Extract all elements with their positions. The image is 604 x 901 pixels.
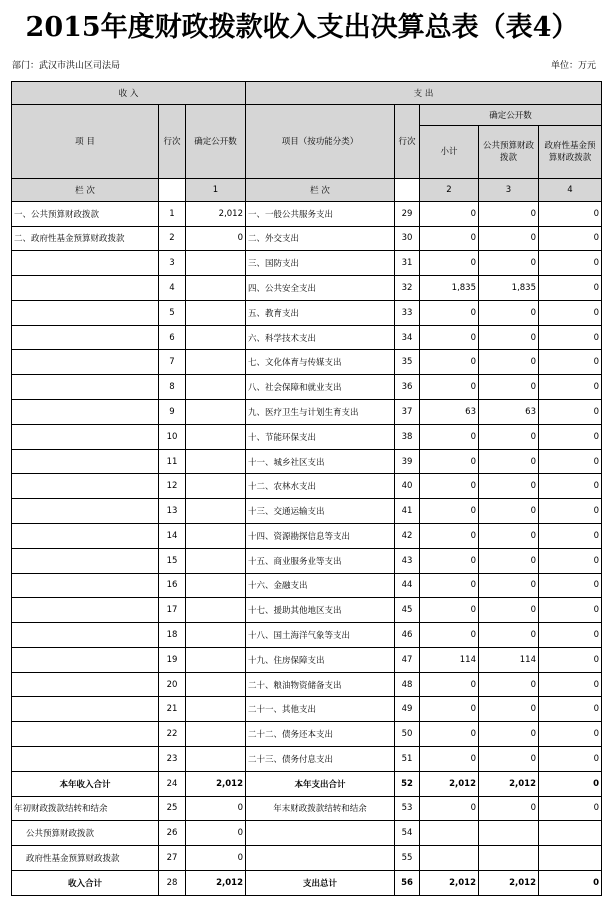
table-row xyxy=(12,400,602,425)
income-amount xyxy=(186,499,246,524)
expense-row-no: 36 xyxy=(395,375,420,400)
income-item xyxy=(12,474,159,499)
income-amount xyxy=(186,573,246,598)
expense-subtotal: 114 xyxy=(420,647,479,672)
total-row xyxy=(12,870,602,895)
budget-grant-header: 公共预算财政拨款 xyxy=(479,126,539,179)
total-expense-subtotal xyxy=(420,846,479,871)
income-row-no: 9 xyxy=(159,400,186,425)
income-amount xyxy=(186,523,246,548)
income-row-no: 22 xyxy=(159,722,186,747)
income-amount xyxy=(186,474,246,499)
expense-row-no: 40 xyxy=(395,474,420,499)
expense-row-no: 41 xyxy=(395,499,420,524)
expense-item: 二十二、债务还本支出 xyxy=(246,722,395,747)
income-item xyxy=(12,400,159,425)
table-row xyxy=(12,672,602,697)
section-header-row xyxy=(12,82,602,105)
expense-subtotal: 0 xyxy=(420,697,479,722)
income-item xyxy=(12,672,159,697)
total-income-row-no: 25 xyxy=(159,796,186,821)
income-item xyxy=(12,548,159,573)
total-expense-fund-grant xyxy=(539,821,602,846)
table-row xyxy=(12,523,602,548)
income-row-no: 10 xyxy=(159,424,186,449)
expense-fund-grant: 0 xyxy=(539,251,602,276)
total-expense-row-no: 55 xyxy=(395,846,420,871)
income-item xyxy=(12,647,159,672)
expense-budget-grant: 0 xyxy=(479,598,539,623)
expense-budget-grant: 0 xyxy=(479,697,539,722)
expense-item: 四、公共安全支出 xyxy=(246,276,395,301)
income-item xyxy=(12,449,159,474)
col-label: 栏 次 xyxy=(12,179,159,202)
expense-section-header: 支 出 xyxy=(246,82,602,105)
income-amount xyxy=(186,647,246,672)
expense-fund-grant: 0 xyxy=(539,300,602,325)
total-income-label: 收入合计 xyxy=(12,870,159,895)
expense-subtotal: 0 xyxy=(420,672,479,697)
expense-budget-grant: 63 xyxy=(479,400,539,425)
income-item xyxy=(12,251,159,276)
table-row xyxy=(12,201,602,226)
table-row xyxy=(12,573,602,598)
income-row-no: 17 xyxy=(159,598,186,623)
table-row xyxy=(12,499,602,524)
expense-row-no: 43 xyxy=(395,548,420,573)
expense-budget-grant: 0 xyxy=(479,672,539,697)
row-no2-header: 行次 xyxy=(395,104,420,178)
expense-budget-grant: 0 xyxy=(479,474,539,499)
expense-budget-grant: 0 xyxy=(479,350,539,375)
income-item: 一、公共预算财政拨款 xyxy=(12,201,159,226)
expense-budget-grant: 0 xyxy=(479,424,539,449)
expense-fund-grant: 0 xyxy=(539,449,602,474)
expense-subtotal: 1,835 xyxy=(420,276,479,301)
income-row-no: 11 xyxy=(159,449,186,474)
expense-budget-grant: 0 xyxy=(479,325,539,350)
income-section-header: 收 入 xyxy=(12,82,246,105)
expense-row-no: 48 xyxy=(395,672,420,697)
income-item xyxy=(12,623,159,648)
income-amount: 0 xyxy=(186,226,246,251)
expense-fund-grant: 0 xyxy=(539,697,602,722)
expense-fund-grant: 0 xyxy=(539,722,602,747)
expense-row-no: 44 xyxy=(395,573,420,598)
total-income-row-no: 26 xyxy=(159,821,186,846)
income-row-no: 4 xyxy=(159,276,186,301)
expense-row-no: 29 xyxy=(395,201,420,226)
fund-grant-header: 政府性基金预算财政拨款 xyxy=(539,126,602,179)
expense-item: 二十三、债务付息支出 xyxy=(246,746,395,771)
column-index-row xyxy=(12,179,602,202)
expense-subtotal: 0 xyxy=(420,548,479,573)
expense-subtotal: 0 xyxy=(420,201,479,226)
expense-item: 五、教育支出 xyxy=(246,300,395,325)
table-row xyxy=(12,598,602,623)
total-expense-row-no: 56 xyxy=(395,870,420,895)
total-expense-budget-grant: 2,012 xyxy=(479,771,539,796)
total-expense-subtotal: 2,012 xyxy=(420,870,479,895)
expense-row-no: 47 xyxy=(395,647,420,672)
total-income-amount: 2,012 xyxy=(186,870,246,895)
expense-budget-grant: 0 xyxy=(479,449,539,474)
income-row-no: 21 xyxy=(159,697,186,722)
expense-fund-grant: 0 xyxy=(539,746,602,771)
expense-budget-grant: 114 xyxy=(479,647,539,672)
expense-row-no: 30 xyxy=(395,226,420,251)
expense-row-no: 51 xyxy=(395,746,420,771)
income-amount xyxy=(186,251,246,276)
income-amount xyxy=(186,697,246,722)
expense-fund-grant: 0 xyxy=(539,325,602,350)
expense-subtotal: 0 xyxy=(420,523,479,548)
total-expense-row-no: 52 xyxy=(395,771,420,796)
income-item xyxy=(12,573,159,598)
expense-fund-grant: 0 xyxy=(539,672,602,697)
expense-subtotal: 0 xyxy=(420,325,479,350)
budget-table xyxy=(11,81,602,896)
table-row xyxy=(12,226,602,251)
income-item xyxy=(12,300,159,325)
expense-row-no: 33 xyxy=(395,300,420,325)
table-row xyxy=(12,350,602,375)
total-row xyxy=(12,821,602,846)
total-income-amount: 0 xyxy=(186,821,246,846)
income-row-no: 1 xyxy=(159,201,186,226)
expense-fund-grant: 0 xyxy=(539,474,602,499)
income-amount xyxy=(186,350,246,375)
approved-group-header: 确定公开数 xyxy=(420,104,602,126)
expense-item: 十、节能环保支出 xyxy=(246,424,395,449)
income-item xyxy=(12,325,159,350)
table-row xyxy=(12,746,602,771)
income-amount xyxy=(186,325,246,350)
income-row-no: 20 xyxy=(159,672,186,697)
expense-subtotal: 0 xyxy=(420,499,479,524)
total-income-amount: 2,012 xyxy=(186,771,246,796)
table-row xyxy=(12,449,602,474)
expense-subtotal: 0 xyxy=(420,573,479,598)
report-title: 2015年度财政拨款收入支出决算总表（表4） xyxy=(25,12,579,43)
expense-item: 十七、援助其他地区支出 xyxy=(246,598,395,623)
expense-fund-grant: 0 xyxy=(539,573,602,598)
expense-budget-grant: 0 xyxy=(479,226,539,251)
income-item xyxy=(12,598,159,623)
total-expense-budget-grant xyxy=(479,821,539,846)
income-item xyxy=(12,499,159,524)
table-row xyxy=(12,623,602,648)
row-no-header: 行次 xyxy=(159,104,186,178)
expense-row-no: 34 xyxy=(395,325,420,350)
expense-row-no: 31 xyxy=(395,251,420,276)
income-item xyxy=(12,276,159,301)
col-index-3: 3 xyxy=(479,179,539,202)
col-index-2: 2 xyxy=(420,179,479,202)
total-expense-label: 支出总计 xyxy=(246,870,395,895)
expense-fund-grant: 0 xyxy=(539,598,602,623)
expense-fund-grant: 0 xyxy=(539,499,602,524)
expense-item: 十五、商业服务业等支出 xyxy=(246,548,395,573)
table-row xyxy=(12,647,602,672)
expense-budget-grant: 0 xyxy=(479,523,539,548)
table-row xyxy=(12,548,602,573)
total-row xyxy=(12,846,602,871)
approved-income-header: 确定公开数 xyxy=(186,104,246,178)
income-amount xyxy=(186,623,246,648)
total-income-row-no: 28 xyxy=(159,870,186,895)
total-expense-label: 本年支出合计 xyxy=(246,771,395,796)
income-row-no: 15 xyxy=(159,548,186,573)
expense-item: 九、医疗卫生与计划生育支出 xyxy=(246,400,395,425)
expense-subtotal: 0 xyxy=(420,350,479,375)
expense-row-no: 49 xyxy=(395,697,420,722)
expense-item: 八、社会保障和就业支出 xyxy=(246,375,395,400)
expense-fund-grant: 0 xyxy=(539,424,602,449)
expense-item: 六、科学技术支出 xyxy=(246,325,395,350)
total-expense-fund-grant: 0 xyxy=(539,771,602,796)
income-item xyxy=(12,523,159,548)
expense-fund-grant: 0 xyxy=(539,375,602,400)
income-row-no: 16 xyxy=(159,573,186,598)
total-expense-subtotal: 0 xyxy=(420,796,479,821)
income-item xyxy=(12,697,159,722)
expense-item: 七、文化体育与传媒支出 xyxy=(246,350,395,375)
total-expense-label: 年末财政拨款结转和结余 xyxy=(246,796,395,821)
table-row xyxy=(12,474,602,499)
expense-budget-grant: 0 xyxy=(479,722,539,747)
income-amount xyxy=(186,449,246,474)
expense-fund-grant: 0 xyxy=(539,201,602,226)
total-expense-label xyxy=(246,821,395,846)
expense-item: 十三、交通运输支出 xyxy=(246,499,395,524)
table-row xyxy=(12,325,602,350)
income-amount xyxy=(186,276,246,301)
total-income-row-no: 24 xyxy=(159,771,186,796)
income-amount xyxy=(186,300,246,325)
total-income-amount: 0 xyxy=(186,796,246,821)
expense-item: 二十、粮油物资储备支出 xyxy=(246,672,395,697)
income-row-no: 18 xyxy=(159,623,186,648)
income-item xyxy=(12,722,159,747)
expense-fund-grant: 0 xyxy=(539,226,602,251)
expense-budget-grant: 0 xyxy=(479,573,539,598)
total-income-label: 公共预算财政拨款 xyxy=(12,821,159,846)
total-income-label: 年初财政拨款结转和结余 xyxy=(12,796,159,821)
expense-subtotal: 0 xyxy=(420,474,479,499)
expense-row-no: 38 xyxy=(395,424,420,449)
expense-row-no: 46 xyxy=(395,623,420,648)
total-row xyxy=(12,771,602,796)
income-item xyxy=(12,746,159,771)
expense-subtotal: 0 xyxy=(420,449,479,474)
expense-subtotal: 0 xyxy=(420,375,479,400)
income-row-no: 14 xyxy=(159,523,186,548)
income-row-no: 7 xyxy=(159,350,186,375)
total-expense-budget-grant: 0 xyxy=(479,796,539,821)
total-income-label: 本年收入合计 xyxy=(12,771,159,796)
total-expense-fund-grant: 0 xyxy=(539,870,602,895)
total-expense-row-no: 54 xyxy=(395,821,420,846)
expense-budget-grant: 0 xyxy=(479,623,539,648)
expense-item: 二十一、其他支出 xyxy=(246,697,395,722)
unit-label: 单位：万元 xyxy=(550,61,596,71)
income-amount xyxy=(186,424,246,449)
income-amount: 2,012 xyxy=(186,201,246,226)
total-income-row-no: 27 xyxy=(159,846,186,871)
expense-subtotal: 0 xyxy=(420,300,479,325)
expense-subtotal: 0 xyxy=(420,746,479,771)
expense-budget-grant: 0 xyxy=(479,746,539,771)
col-index-4: 4 xyxy=(539,179,602,202)
item-header: 项 目 xyxy=(12,104,159,178)
expense-budget-grant: 0 xyxy=(479,201,539,226)
total-expense-label xyxy=(246,846,395,871)
income-row-no: 23 xyxy=(159,746,186,771)
expense-item: 十八、国土海洋气象等支出 xyxy=(246,623,395,648)
expense-budget-grant: 0 xyxy=(479,375,539,400)
income-row-no: 12 xyxy=(159,474,186,499)
expense-item: 十二、农林水支出 xyxy=(246,474,395,499)
table-row xyxy=(12,722,602,747)
expense-budget-grant: 0 xyxy=(479,251,539,276)
expense-item: 二、外交支出 xyxy=(246,226,395,251)
total-expense-subtotal xyxy=(420,821,479,846)
income-row-no: 2 xyxy=(159,226,186,251)
expense-fund-grant: 0 xyxy=(539,548,602,573)
expense-item: 十九、住房保障支出 xyxy=(246,647,395,672)
income-item: 二、政府性基金预算财政拨款 xyxy=(12,226,159,251)
income-row-no: 3 xyxy=(159,251,186,276)
expense-subtotal: 0 xyxy=(420,598,479,623)
income-row-no: 6 xyxy=(159,325,186,350)
expense-budget-grant: 1,835 xyxy=(479,276,539,301)
expense-row-no: 50 xyxy=(395,722,420,747)
total-expense-fund-grant: 0 xyxy=(539,796,602,821)
income-item xyxy=(12,424,159,449)
expense-row-no: 32 xyxy=(395,276,420,301)
total-expense-budget-grant xyxy=(479,846,539,871)
func-item-header: 项目（按功能分类） xyxy=(246,104,395,178)
income-amount xyxy=(186,375,246,400)
expense-budget-grant: 0 xyxy=(479,499,539,524)
expense-fund-grant: 0 xyxy=(539,623,602,648)
total-expense-fund-grant xyxy=(539,846,602,871)
income-amount xyxy=(186,400,246,425)
expense-budget-grant: 0 xyxy=(479,548,539,573)
expense-budget-grant: 0 xyxy=(479,300,539,325)
income-amount xyxy=(186,548,246,573)
col-index-blank xyxy=(395,179,420,202)
total-expense-row-no: 53 xyxy=(395,796,420,821)
subtotal-header: 小计 xyxy=(420,126,479,179)
income-amount xyxy=(186,722,246,747)
col-label-2: 栏 次 xyxy=(246,179,395,202)
col-index-1: 1 xyxy=(186,179,246,202)
income-row-no: 8 xyxy=(159,375,186,400)
col-index-blank xyxy=(159,179,186,202)
expense-item: 一、一般公共服务支出 xyxy=(246,201,395,226)
expense-row-no: 37 xyxy=(395,400,420,425)
income-item xyxy=(12,350,159,375)
expense-row-no: 42 xyxy=(395,523,420,548)
table-row xyxy=(12,276,602,301)
expense-fund-grant: 0 xyxy=(539,350,602,375)
expense-subtotal: 0 xyxy=(420,251,479,276)
income-amount xyxy=(186,598,246,623)
expense-subtotal: 63 xyxy=(420,400,479,425)
expense-item: 十一、城乡社区支出 xyxy=(246,449,395,474)
total-row xyxy=(12,796,602,821)
expense-fund-grant: 0 xyxy=(539,647,602,672)
department-label: 部门：武汉市洪山区司法局 xyxy=(12,61,121,71)
column-header-row xyxy=(12,104,602,126)
expense-subtotal: 0 xyxy=(420,623,479,648)
expense-subtotal: 0 xyxy=(420,424,479,449)
total-expense-budget-grant: 2,012 xyxy=(479,870,539,895)
expense-fund-grant: 0 xyxy=(539,523,602,548)
expense-row-no: 39 xyxy=(395,449,420,474)
total-expense-subtotal: 2,012 xyxy=(420,771,479,796)
expense-subtotal: 0 xyxy=(420,226,479,251)
expense-item: 十四、资源勘探信息等支出 xyxy=(246,523,395,548)
income-row-no: 19 xyxy=(159,647,186,672)
table-row xyxy=(12,300,602,325)
income-amount xyxy=(186,672,246,697)
expense-row-no: 35 xyxy=(395,350,420,375)
expense-subtotal: 0 xyxy=(420,722,479,747)
table-row xyxy=(12,251,602,276)
expense-fund-grant: 0 xyxy=(539,400,602,425)
total-income-amount: 0 xyxy=(186,846,246,871)
table-row xyxy=(12,424,602,449)
total-income-label: 政府性基金预算财政拨款 xyxy=(12,846,159,871)
expense-item: 十六、金融支出 xyxy=(246,573,395,598)
expense-fund-grant: 0 xyxy=(539,276,602,301)
expense-item: 三、国防支出 xyxy=(246,251,395,276)
income-row-no: 13 xyxy=(159,499,186,524)
expense-row-no: 45 xyxy=(395,598,420,623)
income-item xyxy=(12,375,159,400)
income-amount xyxy=(186,746,246,771)
income-row-no: 5 xyxy=(159,300,186,325)
table-row xyxy=(12,697,602,722)
table-row xyxy=(12,375,602,400)
